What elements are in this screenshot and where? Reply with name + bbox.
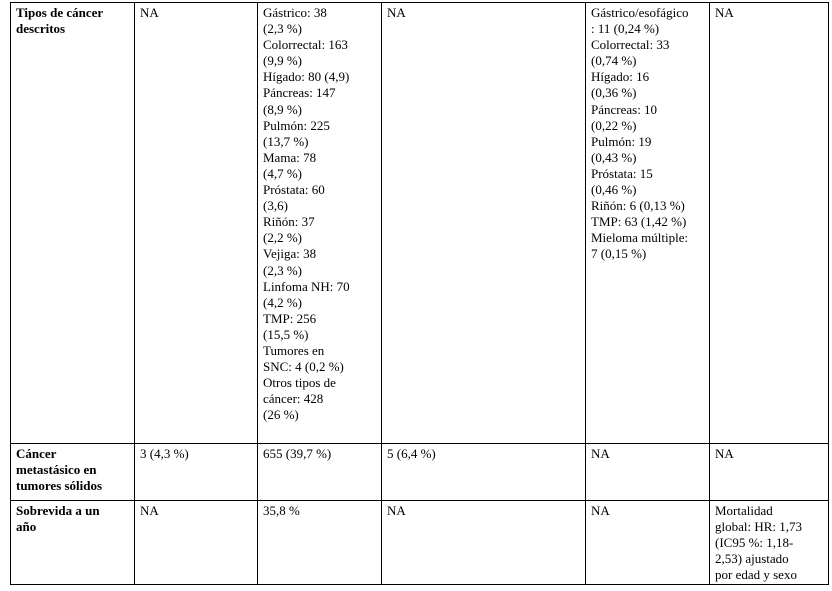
table-cell: Mortalidad global: HR: 1,73 (IC95 %: 1,18- 2,53) ajustado por edad y sexo [710, 501, 829, 585]
row-header-one-year-survival: Sobrevida a un año [11, 501, 135, 585]
table-cell: 35,8 % [258, 501, 382, 585]
table-cell: NA [586, 501, 710, 585]
table-cell: 3 (4,3 %) [135, 444, 258, 501]
table-cell: 655 (39,7 %) [258, 444, 382, 501]
table-row [11, 501, 829, 585]
table-cell: NA [710, 444, 829, 501]
table-cell: NA [382, 3, 586, 444]
row-header-cancer-types: Tipos de cáncer descritos [11, 3, 135, 444]
table-cell: 5 (6,4 %) [382, 444, 586, 501]
table-cell: NA [586, 444, 710, 501]
table-cell: Gástrico/esofágico : 11 (0,24 %) Colorrectal: 33 (0,74 %) Hígado: 16 (0,36 %) Páncreas: 10 (0,22 %) Pulmón: 19 (0,43 %) Próstata: 15 (0,46 %) Riñón: 6 (0,13 %) TMP: 63 (1,42 %) Mieloma múltiple: 7 (0,15 %) [586, 3, 710, 444]
table-cell: NA [710, 3, 829, 444]
row-header-metastatic-cancer: Cáncer metastásico en tumores sólidos [11, 444, 135, 501]
table-row [11, 444, 829, 501]
table-cell: NA [135, 501, 258, 585]
table-cell: NA [135, 3, 258, 444]
results-table [10, 2, 829, 585]
table-row [11, 3, 829, 444]
table-cell: Gástrico: 38 (2,3 %) Colorrectal: 163 (9,9 %) Hígado: 80 (4,9) Páncreas: 147 (8,9 %) Pulmón: 225 (13,7 %) Mama: 78 (4,7 %) Próstata: 60 (3,6) Riñón: 37 (2,2 %) Vejiga: 38 (2,3 %) Linfoma NH: 70 (4,2 %) TMP: 256 (15,5 %) Tumores en SNC: 4 (0,2 %) Otros tipos de cáncer: 428 (26 %) [258, 3, 382, 444]
table-cell: NA [382, 501, 586, 585]
